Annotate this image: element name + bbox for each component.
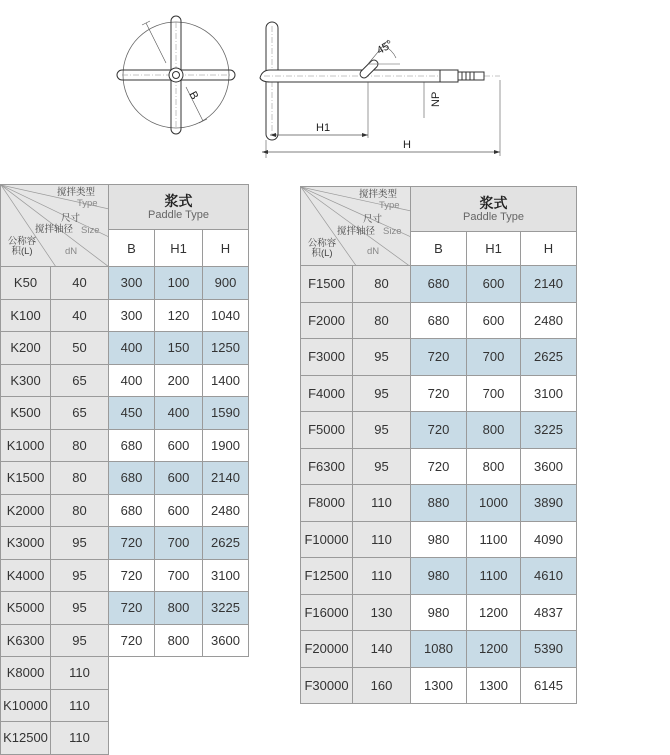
dimension-h-cell: 1900 (203, 429, 249, 462)
dimension-h1-cell: 1100 (467, 521, 521, 558)
table-row (301, 485, 577, 522)
dimension-h-cell: 2625 (521, 339, 577, 376)
shaft-diameter-cell: 50 (51, 332, 109, 365)
dimension-b-cell: 1080 (411, 631, 467, 668)
dimension-h-cell: 900 (203, 267, 249, 300)
capacity-cell: F30000 (301, 667, 353, 704)
dimension-b-cell: 880 (411, 485, 467, 522)
dimension-h-cell: 2480 (203, 494, 249, 527)
dimension-h1-cell: 600 (467, 302, 521, 339)
dimension-h1-label: H1 (316, 122, 331, 134)
shaft-diameter-cell: 95 (51, 559, 109, 592)
capacity-cell: K10000 (1, 689, 51, 722)
shaft-diameter-cell: 95 (51, 592, 109, 625)
shaft-diameter-cell: 80 (353, 302, 411, 339)
dimension-b-cell (109, 657, 155, 690)
table-row (1, 657, 249, 690)
dimension-b-cell: 720 (411, 448, 467, 485)
shaft-diameter-cell: 95 (51, 527, 109, 560)
dimension-h1-cell: 600 (155, 494, 203, 527)
shaft-diameter-cell: 140 (353, 631, 411, 668)
shaft-diameter-cell: 80 (353, 266, 411, 303)
shaft-diameter-cell: 110 (353, 558, 411, 595)
dimension-h-cell: 4090 (521, 521, 577, 558)
table-row (1, 267, 249, 300)
table-row (301, 339, 577, 376)
dimension-b-cell: 720 (411, 412, 467, 449)
dimension-b-cell: 720 (109, 559, 155, 592)
dimension-h1-cell: 1100 (467, 558, 521, 595)
header-shaft-unit: dN (65, 246, 78, 257)
dimension-b-cell: 720 (109, 527, 155, 560)
table-row (1, 527, 249, 560)
spec-table-k (0, 184, 249, 755)
table-k-body (1, 267, 249, 755)
dimension-h1-cell: 700 (467, 375, 521, 412)
paddle-type-cn: 浆式 (164, 192, 193, 209)
dimension-h-cell: 3100 (203, 559, 249, 592)
shaft-diameter-cell: 65 (51, 364, 109, 397)
capacity-cell: K3000 (1, 527, 51, 560)
dimension-h1-cell: 1200 (467, 594, 521, 631)
paddle-type-en: Paddle Type (148, 208, 209, 221)
capacity-cell: F1500 (301, 266, 353, 303)
capacity-cell: K200 (1, 332, 51, 365)
capacity-cell: F12500 (301, 558, 353, 595)
header-size-en: Size (383, 226, 402, 237)
shaft-diameter-cell: 95 (353, 448, 411, 485)
dimension-h-cell: 1400 (203, 364, 249, 397)
table-row (1, 624, 249, 657)
shaft-diameter-cell: 95 (51, 624, 109, 657)
table-row (301, 667, 577, 704)
header-size-cn: 尺寸 (61, 213, 81, 224)
table-row (1, 689, 249, 722)
paddle-type-cn: 浆式 (479, 194, 508, 211)
table-row (301, 448, 577, 485)
table-row (1, 559, 249, 592)
dimension-b-cell: 300 (109, 267, 155, 300)
dimension-b-cell: 720 (109, 592, 155, 625)
dimension-arrows (262, 133, 500, 154)
table-row (301, 558, 577, 595)
top-view (117, 16, 235, 134)
table-row (1, 494, 249, 527)
shaft-diameter-cell: 110 (353, 521, 411, 558)
dimension-h1-cell (155, 657, 203, 690)
capacity-cell: K1000 (1, 429, 51, 462)
dimension-h-cell: 4610 (521, 558, 577, 595)
capacity-cell: F20000 (301, 631, 353, 668)
paddle-type-en: Paddle Type (463, 210, 524, 223)
capacity-cell: K2000 (1, 494, 51, 527)
shaft-diameter-cell: 80 (51, 429, 109, 462)
header-shaft-cn: 搅拌轴径 (35, 224, 74, 235)
table-row (301, 375, 577, 412)
shaft-diameter-cell: 110 (353, 485, 411, 522)
dimension-h1-cell (155, 689, 203, 722)
dimension-h-cell: 1040 (203, 299, 249, 332)
dimension-b-cell: 300 (109, 299, 155, 332)
capacity-cell: F5000 (301, 412, 353, 449)
capacity-cell: K500 (1, 397, 51, 430)
dimension-b-cell (109, 689, 155, 722)
shaft-diameter-cell: 110 (51, 722, 109, 755)
capacity-cell: F10000 (301, 521, 353, 558)
dimension-h-cell: 3225 (203, 592, 249, 625)
table-row (301, 302, 577, 339)
dimension-b-cell: 720 (411, 375, 467, 412)
dimension-h1-cell: 800 (467, 412, 521, 449)
dimension-h-cell: 1590 (203, 397, 249, 430)
capacity-cell: F8000 (301, 485, 353, 522)
table-row (301, 412, 577, 449)
shaft-diameter-cell: 80 (51, 494, 109, 527)
dimension-h-cell: 3100 (521, 375, 577, 412)
dimension-b-cell: 450 (109, 397, 155, 430)
shaft-diameter-cell: 95 (353, 412, 411, 449)
dimension-b-cell: 400 (109, 332, 155, 365)
table-row (1, 332, 249, 365)
capacity-cell: K1500 (1, 462, 51, 495)
capacity-cell: F16000 (301, 594, 353, 631)
dimension-h1-cell: 800 (467, 448, 521, 485)
dimension-h-cell (203, 722, 249, 755)
dimension-h-cell: 2480 (521, 302, 577, 339)
shaft-diameter-cell: 40 (51, 299, 109, 332)
dimension-h1-cell: 800 (155, 624, 203, 657)
capacity-cell: F4000 (301, 375, 353, 412)
table-row (301, 266, 577, 303)
table-row (301, 594, 577, 631)
table-row (301, 521, 577, 558)
capacity-cell: K12500 (1, 722, 51, 755)
capacity-cell: K5000 (1, 592, 51, 625)
dimension-h-cell: 2625 (203, 527, 249, 560)
dimension-h1-cell: 1200 (467, 631, 521, 668)
shaft-diameter-cell: 110 (51, 657, 109, 690)
shaft-diameter-cell: 40 (51, 267, 109, 300)
capacity-cell: K8000 (1, 657, 51, 690)
dimension-h1-cell: 100 (155, 267, 203, 300)
table-header-row (301, 187, 577, 232)
header-shaft-cn: 搅拌轴径 (337, 226, 376, 237)
paddle-type-header (411, 187, 577, 232)
header-capacity-cn: 公称容积(L) (307, 238, 337, 259)
dimension-h1-cell: 600 (155, 462, 203, 495)
dimension-np-label: NP (430, 91, 442, 107)
table-row (1, 462, 249, 495)
dimension-h-cell: 6145 (521, 667, 577, 704)
capacity-cell: F6300 (301, 448, 353, 485)
shaft-diameter-cell: 160 (353, 667, 411, 704)
capacity-cell: K300 (1, 364, 51, 397)
dimension-b-cell (109, 722, 155, 755)
dimension-h-cell: 5390 (521, 631, 577, 668)
dimension-b-cell: 680 (411, 302, 467, 339)
dimension-h-cell: 3890 (521, 485, 577, 522)
dimension-b-cell: 680 (109, 462, 155, 495)
column-header-h1: H1 (155, 230, 203, 267)
capacity-cell: K6300 (1, 624, 51, 657)
dimension-h1-cell: 600 (155, 429, 203, 462)
dimension-h-cell (203, 689, 249, 722)
dimension-h1-cell (155, 722, 203, 755)
header-diagonal-cell (1, 185, 109, 267)
dimension-b-cell: 1300 (411, 667, 467, 704)
dimension-b-cell: 980 (411, 521, 467, 558)
table-row (1, 364, 249, 397)
dimension-h1-cell: 700 (155, 527, 203, 560)
shaft-diameter-cell: 95 (353, 339, 411, 376)
dimension-h1-cell: 700 (467, 339, 521, 376)
dimension-h1-cell: 800 (155, 592, 203, 625)
dimension-h-cell: 1250 (203, 332, 249, 365)
table-row (1, 722, 249, 755)
dimension-h-label: H (403, 139, 411, 151)
dimension-b-cell: 980 (411, 594, 467, 631)
dimension-b-cell: 680 (109, 429, 155, 462)
side-view (260, 22, 500, 158)
agitator-drawing (0, 0, 670, 170)
dimension-h1-cell: 400 (155, 397, 203, 430)
header-type-cn: 搅拌类型 (359, 189, 398, 200)
dimension-h1-cell: 1300 (467, 667, 521, 704)
dimension-h-cell (203, 657, 249, 690)
header-size-cn: 尺寸 (363, 214, 383, 225)
column-header-b: B (411, 232, 467, 266)
header-capacity-cn: 公称容积(L) (7, 236, 37, 257)
header-type-en: Type (77, 198, 98, 209)
column-header-h1: H1 (467, 232, 521, 266)
column-header-h: H (521, 232, 577, 266)
shaft-diameter-cell: 110 (51, 689, 109, 722)
capacity-cell: K50 (1, 267, 51, 300)
dimension-b-cell: 720 (411, 339, 467, 376)
dimension-b-cell: 980 (411, 558, 467, 595)
dimension-h-cell: 2140 (521, 266, 577, 303)
header-type-cn: 搅拌类型 (57, 187, 96, 198)
table-row (1, 592, 249, 625)
dimension-b-cell: 680 (109, 494, 155, 527)
dimension-h-cell: 3225 (521, 412, 577, 449)
spec-table-f (300, 186, 577, 704)
header-type-en: Type (379, 200, 400, 211)
header-diagonal-cell (301, 187, 411, 266)
header-shaft-unit: dN (367, 246, 380, 257)
dimension-b-label: B (186, 89, 201, 102)
column-header-h: H (203, 230, 249, 267)
dimension-h-cell: 4837 (521, 594, 577, 631)
capacity-cell: F3000 (301, 339, 353, 376)
paddle-type-header (109, 185, 249, 230)
dimension-b-cell: 400 (109, 364, 155, 397)
dimension-h1-cell: 120 (155, 299, 203, 332)
capacity-cell: F2000 (301, 302, 353, 339)
capacity-cell: K100 (1, 299, 51, 332)
table-header-row (1, 185, 249, 230)
dimension-h-cell: 3600 (203, 624, 249, 657)
table-row (1, 429, 249, 462)
dimension-h1-cell: 150 (155, 332, 203, 365)
dimension-h-cell: 2140 (203, 462, 249, 495)
angle-label: 45° (374, 38, 396, 58)
dimension-b-cell: 720 (109, 624, 155, 657)
dimension-h1-cell: 1000 (467, 485, 521, 522)
header-size-en: Size (81, 225, 100, 236)
table-row (1, 299, 249, 332)
shaft-diameter-cell: 95 (353, 375, 411, 412)
dimension-h-cell: 3600 (521, 448, 577, 485)
table-row (1, 397, 249, 430)
dimension-h1-cell: 700 (155, 559, 203, 592)
dimension-b-cell: 680 (411, 266, 467, 303)
table-row (301, 631, 577, 668)
shaft-diameter-cell: 65 (51, 397, 109, 430)
dimension-h1-cell: 600 (467, 266, 521, 303)
column-header-b: B (109, 230, 155, 267)
dimension-h1-cell: 200 (155, 364, 203, 397)
shaft-diameter-cell: 130 (353, 594, 411, 631)
capacity-cell: K4000 (1, 559, 51, 592)
table-f-body (301, 266, 577, 704)
shaft-diameter-cell: 80 (51, 462, 109, 495)
